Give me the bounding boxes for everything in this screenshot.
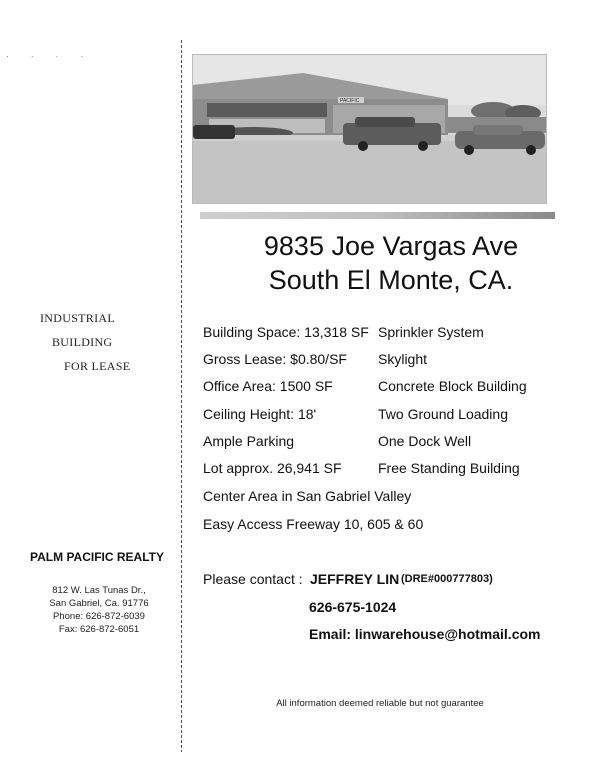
feature-concrete-block: Concrete Block Building: [378, 378, 527, 394]
sidebar-line-building: BUILDING: [52, 335, 113, 349]
building-photo-image: [193, 55, 546, 203]
realty-phone: Phone: 626-872-6039: [53, 611, 145, 622]
address-heading-line2: South El Monte, CA.: [268, 265, 514, 295]
feature-lot-size: Lot approx. 26,941 SF: [203, 460, 342, 476]
decorative-gradient-bar: [200, 212, 555, 219]
realty-fax: Fax: 626-872-6051: [58, 624, 140, 635]
feature-dock-well: One Dock Well: [378, 433, 472, 449]
contact-label: Please contact :: [203, 571, 303, 587]
building-photo: [192, 54, 547, 204]
feature-free-standing: Free Standing Building: [378, 460, 520, 476]
realty-address: [24, 584, 174, 636]
scan-specks: · · · ·: [6, 52, 94, 61]
address-heading-line1: 9835 Joe Vargas Ave: [263, 231, 519, 261]
feature-gross-lease: Gross Lease: $0.80/SF: [203, 351, 347, 367]
feature-center-area: Center Area in San Gabriel Valley: [203, 488, 412, 504]
feature-ceiling-height: Ceiling Height: 18': [203, 406, 317, 422]
photo-sign-text: PACIFIC: [340, 98, 360, 104]
contact-name: JEFFREY LIN: [310, 571, 400, 587]
contact-dre-number: (DRE#000777803): [401, 573, 493, 585]
contact-phone: 626-675-1024: [309, 599, 397, 615]
feature-sprinkler-system: Sprinkler System: [378, 324, 484, 340]
feature-ground-loading: Two Ground Loading: [378, 406, 508, 422]
feature-freeway-access: Easy Access Freeway 10, 605 & 60: [203, 516, 424, 532]
address-city: San Gabriel, Ca. 91776: [49, 598, 149, 609]
realty-name: PALM PACIFIC REALTY: [30, 550, 164, 564]
feature-office-area: Office Area: 1500 SF: [203, 378, 333, 394]
contact-email: Email: linwarehouse@hotmail.com: [309, 626, 541, 642]
sidebar-line-for-lease: FOR LEASE: [64, 359, 131, 373]
address-street: 812 W. Las Tunas Dr.,: [52, 585, 146, 596]
feature-building-space: Building Space: 13,318 SF: [203, 324, 369, 340]
sidebar-line-industrial: INDUSTRIAL: [40, 311, 115, 325]
disclaimer: All information deemed reliable but not guarantee: [276, 698, 484, 709]
vertical-divider: [181, 40, 182, 752]
feature-skylight: Skylight: [378, 351, 428, 367]
feature-ample-parking: Ample Parking: [203, 433, 295, 449]
